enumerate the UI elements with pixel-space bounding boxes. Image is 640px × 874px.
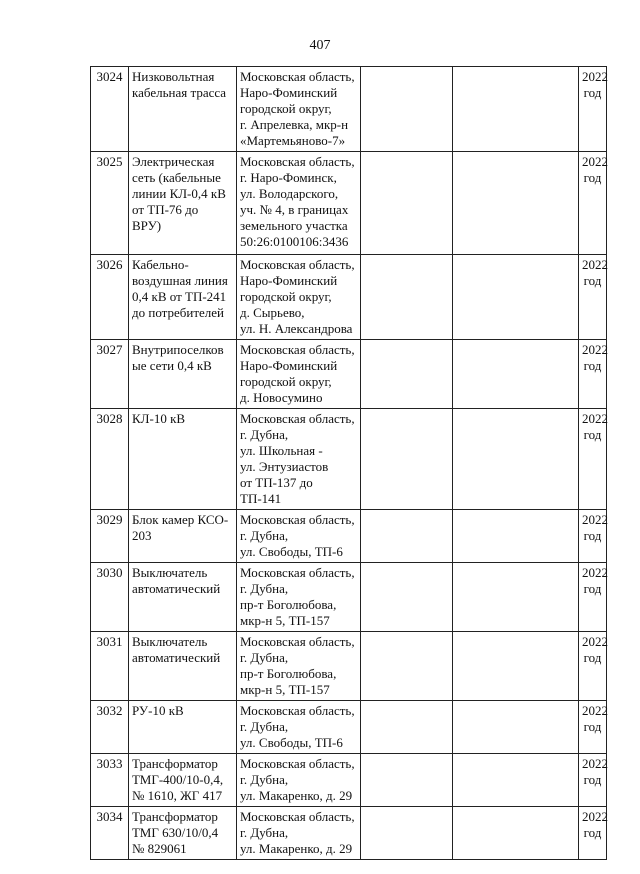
empty-cell xyxy=(453,152,579,255)
object-name: Блок камер КСО- 203 xyxy=(129,510,237,563)
year-cell: 2022 год xyxy=(579,632,607,701)
empty-cell xyxy=(361,409,453,510)
table-row xyxy=(91,701,607,754)
year-cell: 2022 год xyxy=(579,754,607,807)
year-cell: 2022 год xyxy=(579,67,607,152)
object-name: Низковольтная кабельная трасса xyxy=(129,67,237,152)
row-number: 3026 xyxy=(91,255,129,340)
object-name: Трансформатор ТМГ-400/10-0,4, № 1610, ЖГ 417 xyxy=(129,754,237,807)
empty-cell xyxy=(453,255,579,340)
object-name: Выключатель автоматический xyxy=(129,563,237,632)
object-address: Московская область, г. Дубна, ул. Школьная - ул. Энтузиастов от ТП-137 до ТП-141 xyxy=(237,409,361,510)
row-number: 3024 xyxy=(91,67,129,152)
object-address: Московская область, г. Наро-Фоминск, ул. Володарского, уч. № 4, в границах земельного участка 50:26:0100106:3436 xyxy=(237,152,361,255)
empty-cell xyxy=(361,807,453,860)
empty-cell xyxy=(453,510,579,563)
registry-table xyxy=(90,66,607,860)
object-address: Московская область, г. Дубна, ул. Свободы, ТП-6 xyxy=(237,510,361,563)
year-cell: 2022 год xyxy=(579,510,607,563)
year-cell: 2022 год xyxy=(579,563,607,632)
object-name: Трансформатор ТМГ 630/10/0,4 № 829061 xyxy=(129,807,237,860)
empty-cell xyxy=(361,152,453,255)
row-number: 3029 xyxy=(91,510,129,563)
row-number: 3030 xyxy=(91,563,129,632)
empty-cell xyxy=(361,67,453,152)
year-cell: 2022 год xyxy=(579,807,607,860)
page-number: 407 xyxy=(309,38,331,53)
empty-cell xyxy=(453,409,579,510)
table-row xyxy=(91,807,607,860)
table-row xyxy=(91,409,607,510)
row-number: 3027 xyxy=(91,340,129,409)
table-row xyxy=(91,632,607,701)
object-name: КЛ-10 кВ xyxy=(129,409,237,510)
empty-cell xyxy=(453,340,579,409)
year-cell: 2022 год xyxy=(579,152,607,255)
row-number: 3025 xyxy=(91,152,129,255)
object-address: Московская область, Наро-Фоминский городской округ, д. Сырьево, ул. Н. Александрова xyxy=(237,255,361,340)
object-address: Московская область, г. Дубна, ул. Свободы, ТП-6 xyxy=(237,701,361,754)
object-address: Московская область, г. Дубна, пр-т Боголюбова, мкр-н 5, ТП-157 xyxy=(237,563,361,632)
object-address: Московская область, Наро-Фоминский городской округ, г. Апрелевка, мкр-н «Мартемьяново-7» xyxy=(237,67,361,152)
row-number: 3034 xyxy=(91,807,129,860)
table-row xyxy=(91,340,607,409)
table-row xyxy=(91,510,607,563)
empty-cell xyxy=(453,563,579,632)
object-address: Московская область, г. Дубна, пр-т Боголюбова, мкр-н 5, ТП-157 xyxy=(237,632,361,701)
object-address: Московская область, г. Дубна, ул. Макаренко, д. 29 xyxy=(237,807,361,860)
empty-cell xyxy=(361,255,453,340)
row-number: 3033 xyxy=(91,754,129,807)
empty-cell xyxy=(361,563,453,632)
table-row xyxy=(91,67,607,152)
empty-cell xyxy=(361,701,453,754)
object-name: Внутрипоселков ые сети 0,4 кВ xyxy=(129,340,237,409)
empty-cell xyxy=(453,807,579,860)
empty-cell xyxy=(453,67,579,152)
year-cell: 2022 год xyxy=(579,340,607,409)
object-name: Электрическая сеть (кабельные линии КЛ-0,4 кВ от ТП-76 до ВРУ) xyxy=(129,152,237,255)
empty-cell xyxy=(361,632,453,701)
empty-cell xyxy=(361,754,453,807)
empty-cell xyxy=(361,510,453,563)
year-cell: 2022 год xyxy=(579,255,607,340)
empty-cell xyxy=(453,754,579,807)
row-number: 3032 xyxy=(91,701,129,754)
object-name: Кабельно- воздушная линия 0,4 кВ от ТП-241 до потребителей xyxy=(129,255,237,340)
table-row xyxy=(91,754,607,807)
object-name: Выключатель автоматический xyxy=(129,632,237,701)
object-name: РУ-10 кВ xyxy=(129,701,237,754)
table-row xyxy=(91,563,607,632)
object-address: Московская область, Наро-Фоминский городской округ, д. Новосумино xyxy=(237,340,361,409)
object-address: Московская область, г. Дубна, ул. Макаренко, д. 29 xyxy=(237,754,361,807)
year-cell: 2022 год xyxy=(579,701,607,754)
table-row xyxy=(91,255,607,340)
row-number: 3028 xyxy=(91,409,129,510)
row-number: 3031 xyxy=(91,632,129,701)
empty-cell xyxy=(453,632,579,701)
empty-cell xyxy=(361,340,453,409)
empty-cell xyxy=(453,701,579,754)
registry-table-body xyxy=(91,67,607,860)
year-cell: 2022 год xyxy=(579,409,607,510)
table-row xyxy=(91,152,607,255)
